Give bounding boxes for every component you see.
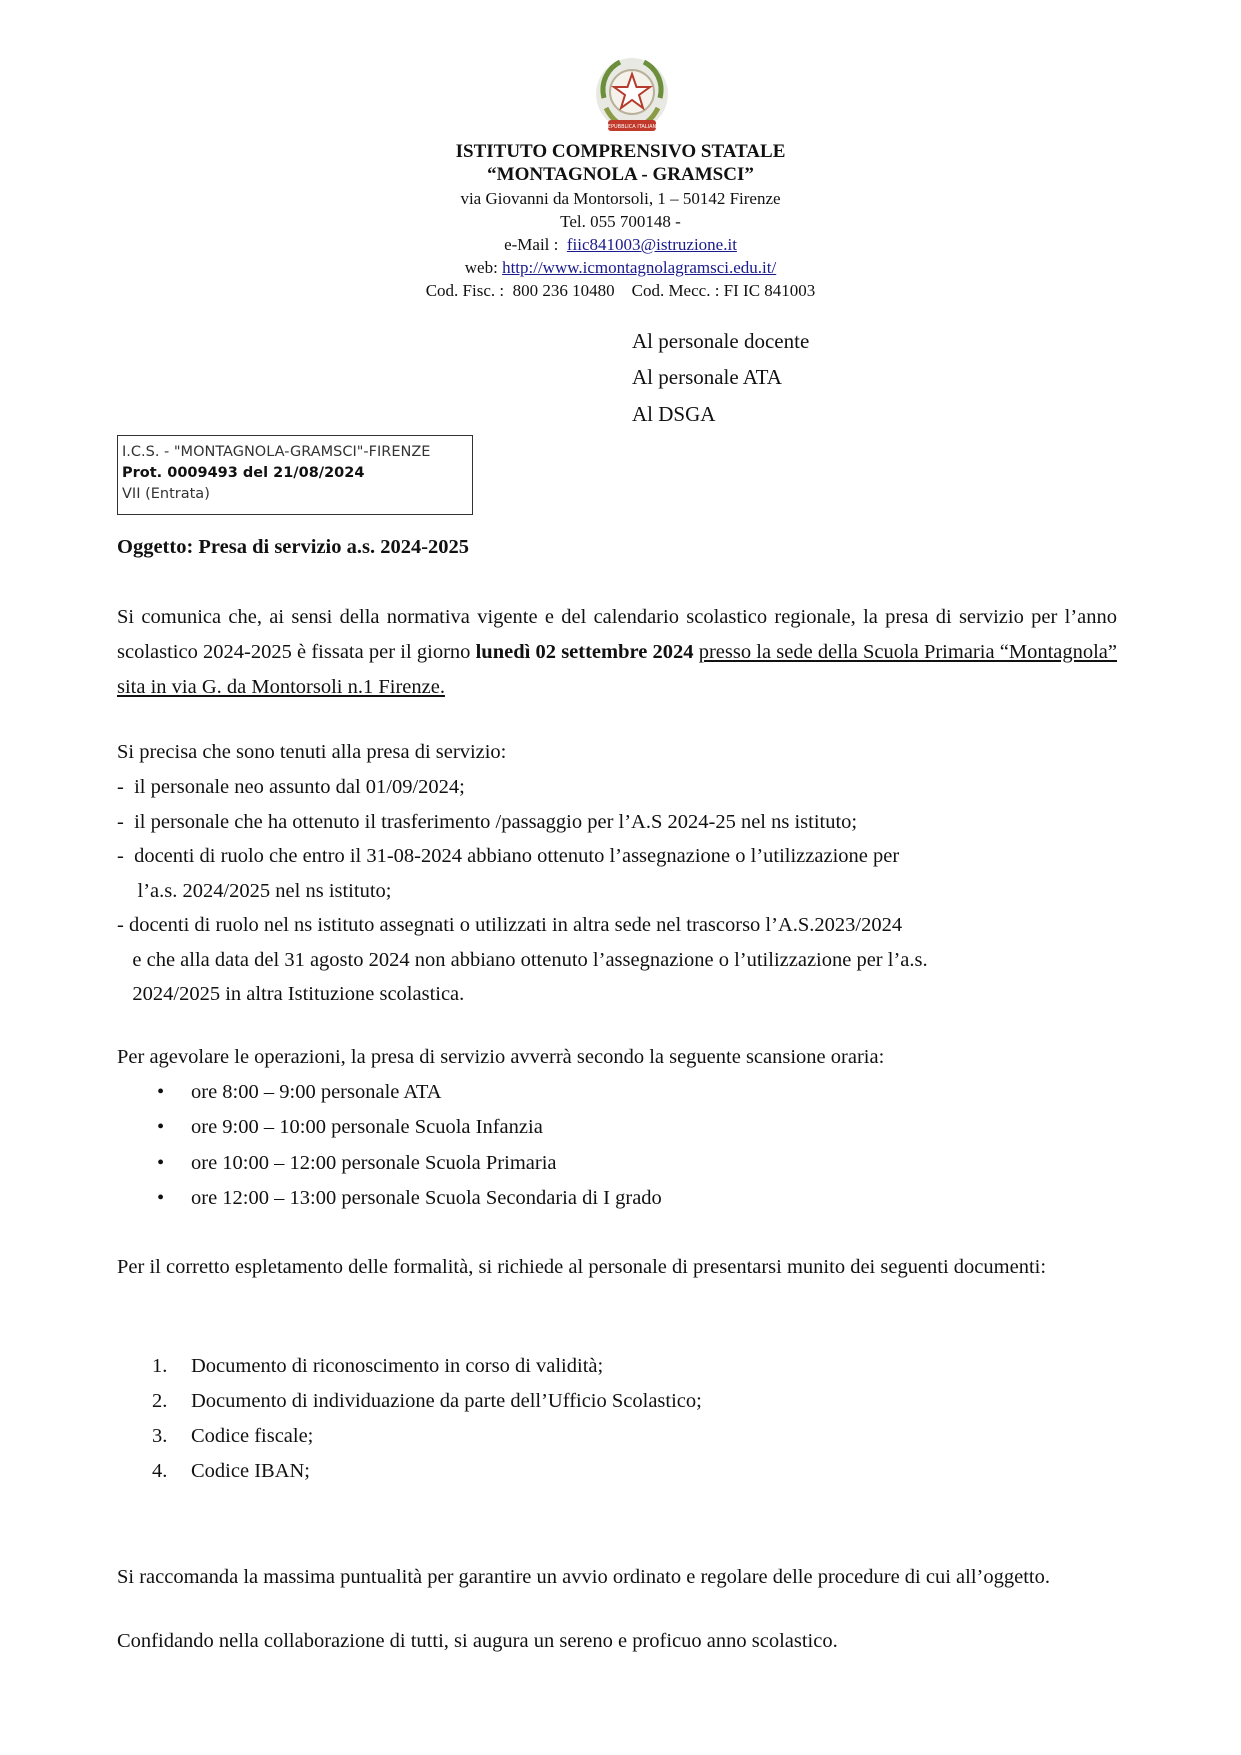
closing-wishes: Confidando nella collaborazione di tutti, si augura un sereno e proficuo anno scolastico. [117,1630,838,1652]
required-lead: Si precisa che sono tenuti alla presa di servizio: [117,741,507,763]
document-num-3: 3. [152,1425,168,1447]
schedule-bullet-4: • [157,1187,165,1209]
required-line-6: e che alla data del 31 agosto 2024 non abbiano ottenuto l’assegnazione o l’utilizzazione per l’a.s. [117,949,928,971]
intro-date: lunedì 02 settembre 2024 [475,641,694,663]
protocol-category: VII (Entrata) [122,486,210,502]
closing-paragraph: Si raccomanda la massima puntualità per garantire un avvio ordinato e regolare delle procedure di cui all’oggetto. [117,1566,1050,1588]
school-name: “MONTAGNOLA - GRAMSCI” [487,164,754,185]
required-line-3: - docenti di ruolo che entro il 31-08-2024 abbiano ottenuto l’assegnazione o l’utilizzazione per [117,845,900,867]
school-phone: Tel. 055 700148 - [560,212,681,231]
web-link[interactable]: http://www.icmontagnolagramsci.edu.it/ [502,258,777,277]
recipient-docenti: Al personale docente [632,329,810,353]
intro-text: Si comunica che, ai sensi della normativa vigente e del calendario scolastico regionale, la presa di servizio per l’anno scolastico 2024-2025 è fissata per il giorno [117,606,1117,663]
document-num-2: 2. [152,1390,168,1412]
required-line-2: - il personale che ha ottenuto il trasferimento /passaggio per l’A.S 2024-25 nel ns istituto; [117,811,858,833]
email-label: e-Mail : [504,235,559,254]
schedule-item-3: ore 10:00 – 12:00 personale Scuola Primaria [191,1152,557,1174]
protocol-stamp [117,435,473,515]
required-line-1: - il personale neo assunto dal 01/09/2024; [117,776,465,798]
document-num-4: 4. [152,1460,168,1482]
schedule-lead: Per agevolare le operazioni, la presa di servizio avverrà secondo la seguente scansione oraria: [117,1046,885,1068]
schedule-item-4: ore 12:00 – 13:00 personale Scuola Secondaria di I grado [191,1187,662,1209]
italian-republic-emblem [590,54,674,138]
schedule-bullet-3: • [157,1152,165,1174]
document-item-3: Codice fiscale; [191,1425,314,1447]
subject: Oggetto: Presa di servizio a.s. 2024-2025 [117,536,470,558]
document-num-1: 1. [152,1355,168,1377]
email-line [0,235,1241,255]
schedule-item-2: ore 9:00 – 10:00 personale Scuola Infanzia [191,1116,543,1138]
required-line-7: 2024/2025 in altra Istituzione scolastica. [117,983,465,1005]
recipient-dsga: Al DSGA [632,402,716,426]
document-item-4: Codice IBAN; [191,1460,310,1482]
intro-paragraph [117,600,1117,705]
documents-lead: Per il corretto espletamento delle formalità, si richiede al personale di presentarsi munito dei seguenti documenti: [117,1256,1047,1278]
protocol-number: Prot. 0009493 del 21/08/2024 [122,465,365,481]
recipient-ata: Al personale ATA [632,365,782,389]
protocol-institute: I.C.S. - "MONTAGNOLA-GRAMSCI"-FIRENZE [122,444,431,460]
school-codes: Cod. Fisc. : 800 236 10480 Cod. Mecc. : FI IC 841003 [425,281,816,300]
document-item-1: Documento di riconoscimento in corso di validità; [191,1355,604,1377]
email-link[interactable]: fiic841003@istruzione.it [566,235,737,254]
school-type: ISTITUTO COMPRENSIVO STATALE [455,141,786,162]
schedule-bullet-2: • [157,1116,165,1138]
school-address: via Giovanni da Montorsoli, 1 – 50142 Firenze [460,189,781,208]
schedule-item-1: ore 8:00 – 9:00 personale ATA [191,1081,442,1103]
web-label: web: [464,258,498,277]
web-line [0,258,1241,278]
intro-location: presso la sede della Scuola Primaria “Montagnola” sita in via G. da Montorsoli n.1 Firenze. [117,641,1118,698]
required-line-4: l’a.s. 2024/2025 nel ns istituto; [117,880,392,902]
required-line-5: - docenti di ruolo nel ns istituto assegnati o utilizzati in altra sede nel trascorso l’A.S.2023/2024 [117,914,903,936]
document-item-2: Documento di individuazione da parte dell’Ufficio Scolastico; [191,1390,702,1412]
schedule-bullet-1: • [157,1081,165,1103]
emblem-text: REPUBBLICA ITALIANA [604,124,660,130]
